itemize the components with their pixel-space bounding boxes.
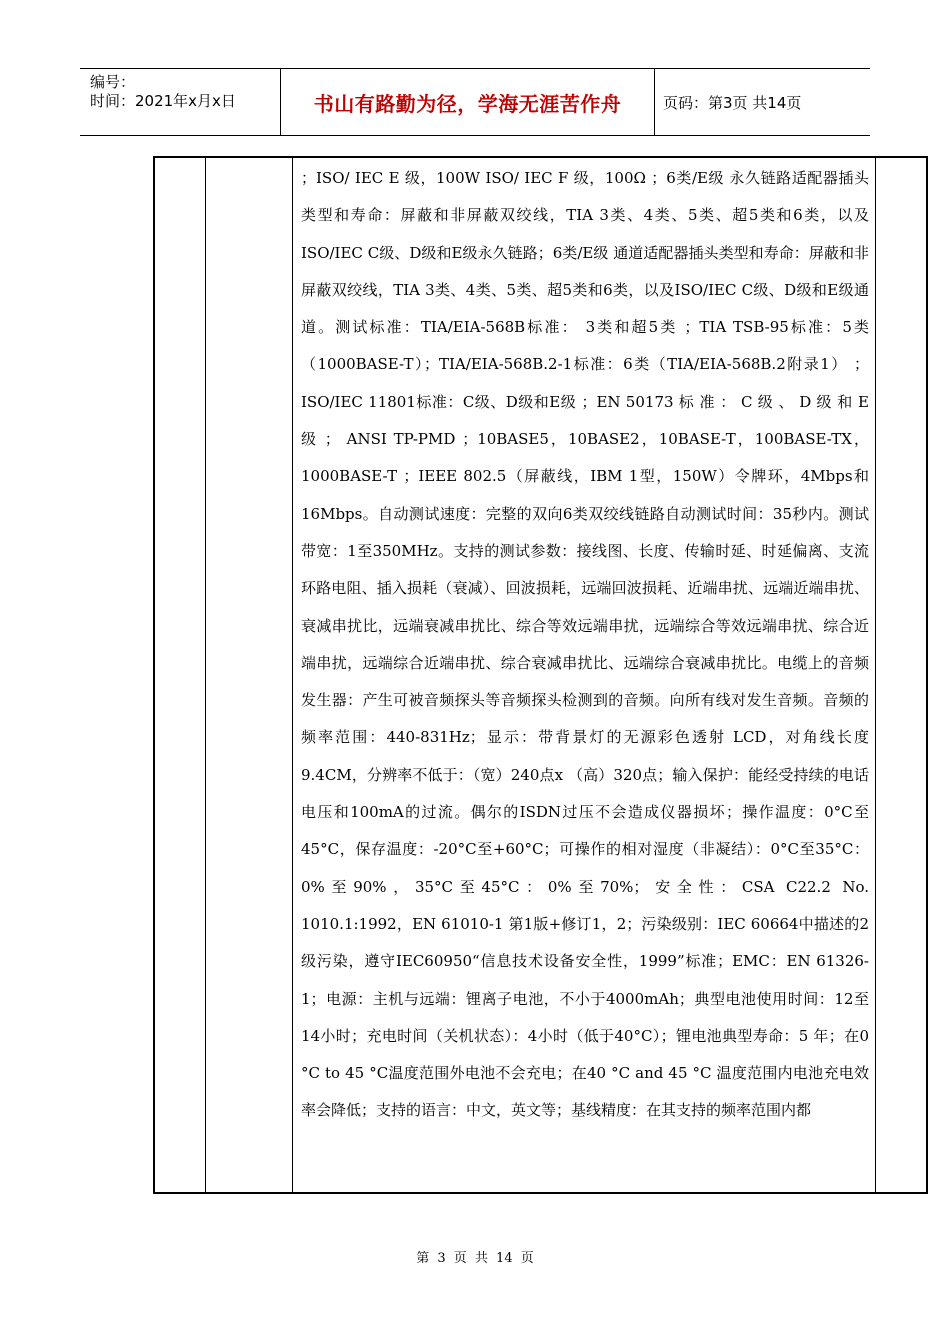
header-info xyxy=(80,69,281,135)
header-page-code: 页码：第3页 共14页 xyxy=(663,93,802,112)
header-motto: 书山有路勤为径，学海无涯苦作舟 xyxy=(281,69,655,135)
page-header xyxy=(80,68,870,136)
page-footer: 第 3 页 共 14 页 xyxy=(416,1251,534,1266)
spec-description-cell: ；ISO/ IEC E 级，100W ISO/ IEC F 级，100Ω ；6类/E级 永久链路适配器插头类型和寿命：屏蔽和非屏蔽双绞线，TIA 3类、4类、5类、超5类和6类，以及ISO/IEC C级、D级和E级永久链路；6类/E级 通道适配器插头类型和寿命：屏蔽和非屏蔽双绞线，TIA 3类、4类、5类、超5类和6类，以及ISO/IEC C级、D级和E级通道。测试标准：TIA/EIA-568B标准： 3类和超5类 ；TIA TSB-95标准：5类（1000BASE-T）；TIA/EIA-568B.2-1标准：6类（TIA/EIA-568B.2附录1） ；ISO/IEC 11801标准：C级、D级和E级 ；EN 50173 标 准 ： C 级 、 D 级 和 E 级 ； ANSI TP-PMD ；10BASE5，10BASE2，10BASE-T，100BASE-TX，1000BASE-T ；IEEE 802.5（屏蔽线，IBM 1型，150W）令牌环，4Mbps和16Mbps。自动测试速度：完整的双向6类双绞线链路自动测试时间：35秒内。测试带宽：1至350MHz。支持的测试参数：接线图、长度、传输时延、时延偏离、支流环路电阻、插入损耗（衰减）、回波损耗，远端回波损耗、近端串扰、远端近端串扰、衰减串扰比，远端衰减串扰比、综合等效远端串扰，远端综合等效远端串扰、综合近端串扰，远端综合近端串扰、综合衰减串扰比、远端综合衰减串扰比。电缆上的音频发生器：产生可被音频探头等音频探头检测到的音频。向所有线对发生音频。音频的频率范围：440-831Hz；显示：带背景灯的无源彩色透射 LCD，对角线长度9.4CM，分辨率不低于：（宽）240点x （高）320点；输入保护：能经受持续的电话电压和100mA的过流。偶尔的ISDN过压不会造成仪器损坏；操作温度：0°C至45°C，保存温度：-20°C至+60°C；可操作的相对湿度（非凝结）：0°C至35°C：0%至90%，35°C至45°C：0%至70%；安全性：CSA C22.2 No. 1010.1:1992，EN 61010-1 第1版+修订1，2；污染级别：IEC 60664中描述的2级污染，遵守IEC60950“信息技术设备安全性，1999”标准；EMC：EN 61326-1；电源：主机与远端：锂离子电池，不小于4000mAh；典型电池使用时间：12至14小时；充电时间（关机状态）：4小时（低于40°C）；锂电池典型寿命：5 年；在0 °C to 45 °C温度范围外电池不会充电；在40 °C and 45 °C 温度范围内电池充电效率会降低；支持的语言：中文，英文等；基线精度：在其支持的频率范围内都 xyxy=(301,169,869,1120)
spec-table xyxy=(153,156,928,1194)
column-divider-1 xyxy=(205,158,206,1192)
column-divider-3 xyxy=(875,158,876,1192)
document-number: 编号： xyxy=(90,73,136,91)
document-time: 时间：2021年x月x日 xyxy=(90,92,236,110)
